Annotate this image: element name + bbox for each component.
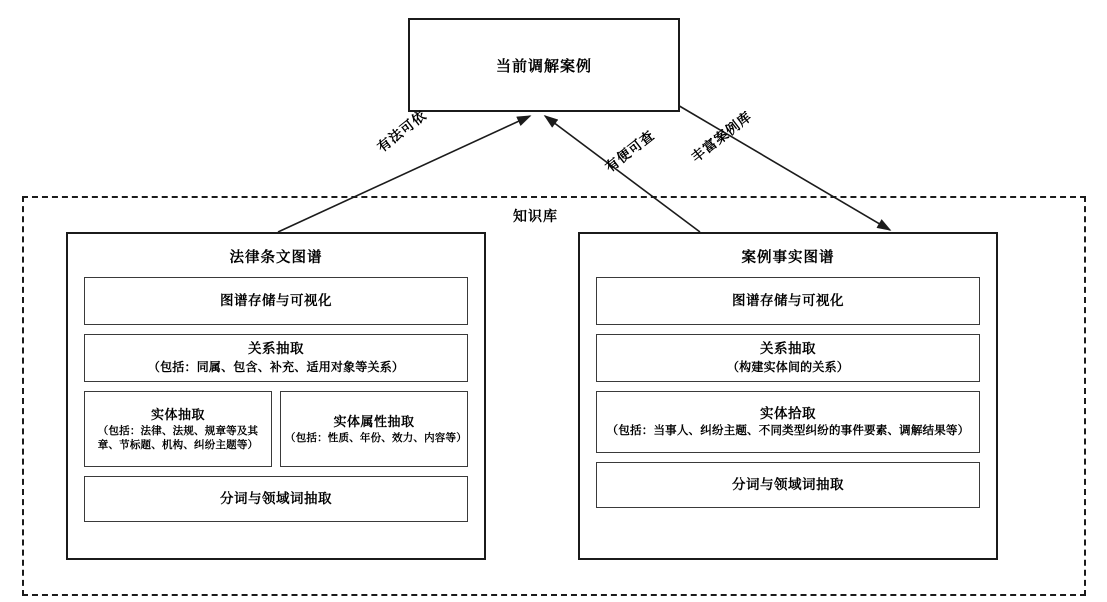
layer-title: 实体抽取 [150, 406, 205, 422]
layer-subtitle: （包括：当事人、纠纷主题、不同类型纠纷的事件要素、调解结果等） [606, 425, 970, 438]
layer-title: 分词与领域词抽取 [732, 476, 844, 492]
layer-title: 图谱存储与可视化 [220, 292, 332, 308]
current-mediation-case-label: 当前调解案例 [495, 57, 592, 75]
panel-case-fact-graph [578, 232, 998, 560]
layer-subtitle: （包括：法律、法规、规章等及其章、节标题、机构、纠纷主题等） [97, 425, 259, 452]
layer-title: 实体属性抽取 [333, 413, 415, 429]
layer-title: 分词与领域词抽取 [220, 490, 332, 506]
layer-relation-extraction [596, 334, 980, 382]
layer-graph-storage-visualization [84, 277, 468, 325]
edge-label-easy-query: 有便可查 [602, 127, 658, 175]
current-mediation-case-node [408, 18, 680, 112]
layer-title: 实体拾取 [760, 405, 816, 421]
layer-entity-extraction [596, 391, 980, 453]
edge-label-law-basis: 有法可依 [374, 107, 430, 155]
layer-graph-storage-visualization [596, 277, 980, 325]
panel-title: 案例事实图谱 [741, 250, 835, 266]
layer-entity-extraction [84, 391, 272, 467]
layer-subtitle: （构建实体间的关系） [726, 359, 849, 374]
layer-title: 图谱存储与可视化 [732, 292, 844, 308]
layer-subtitle: （包括：性质、年份、效力、内容等） [285, 432, 467, 445]
layer-word-segmentation-domain-terms [596, 462, 980, 508]
layer-entity-row [84, 391, 468, 467]
layer-relation-extraction [84, 334, 468, 382]
knowledge-base-label: 知识库 [509, 206, 562, 226]
panel-legal-provisions-graph [66, 232, 486, 560]
layer-entity-attribute-extraction [280, 391, 468, 467]
layer-title: 关系抽取 [760, 341, 816, 357]
layer-subtitle: （包括：同属、包含、补充、适用对象等关系） [147, 359, 405, 374]
layer-word-segmentation-domain-terms [84, 476, 468, 522]
panel-title: 法律条文图谱 [229, 250, 323, 266]
edge-label-rich-case-library: 丰富案例库 [688, 108, 755, 165]
layer-title: 关系抽取 [248, 341, 304, 357]
